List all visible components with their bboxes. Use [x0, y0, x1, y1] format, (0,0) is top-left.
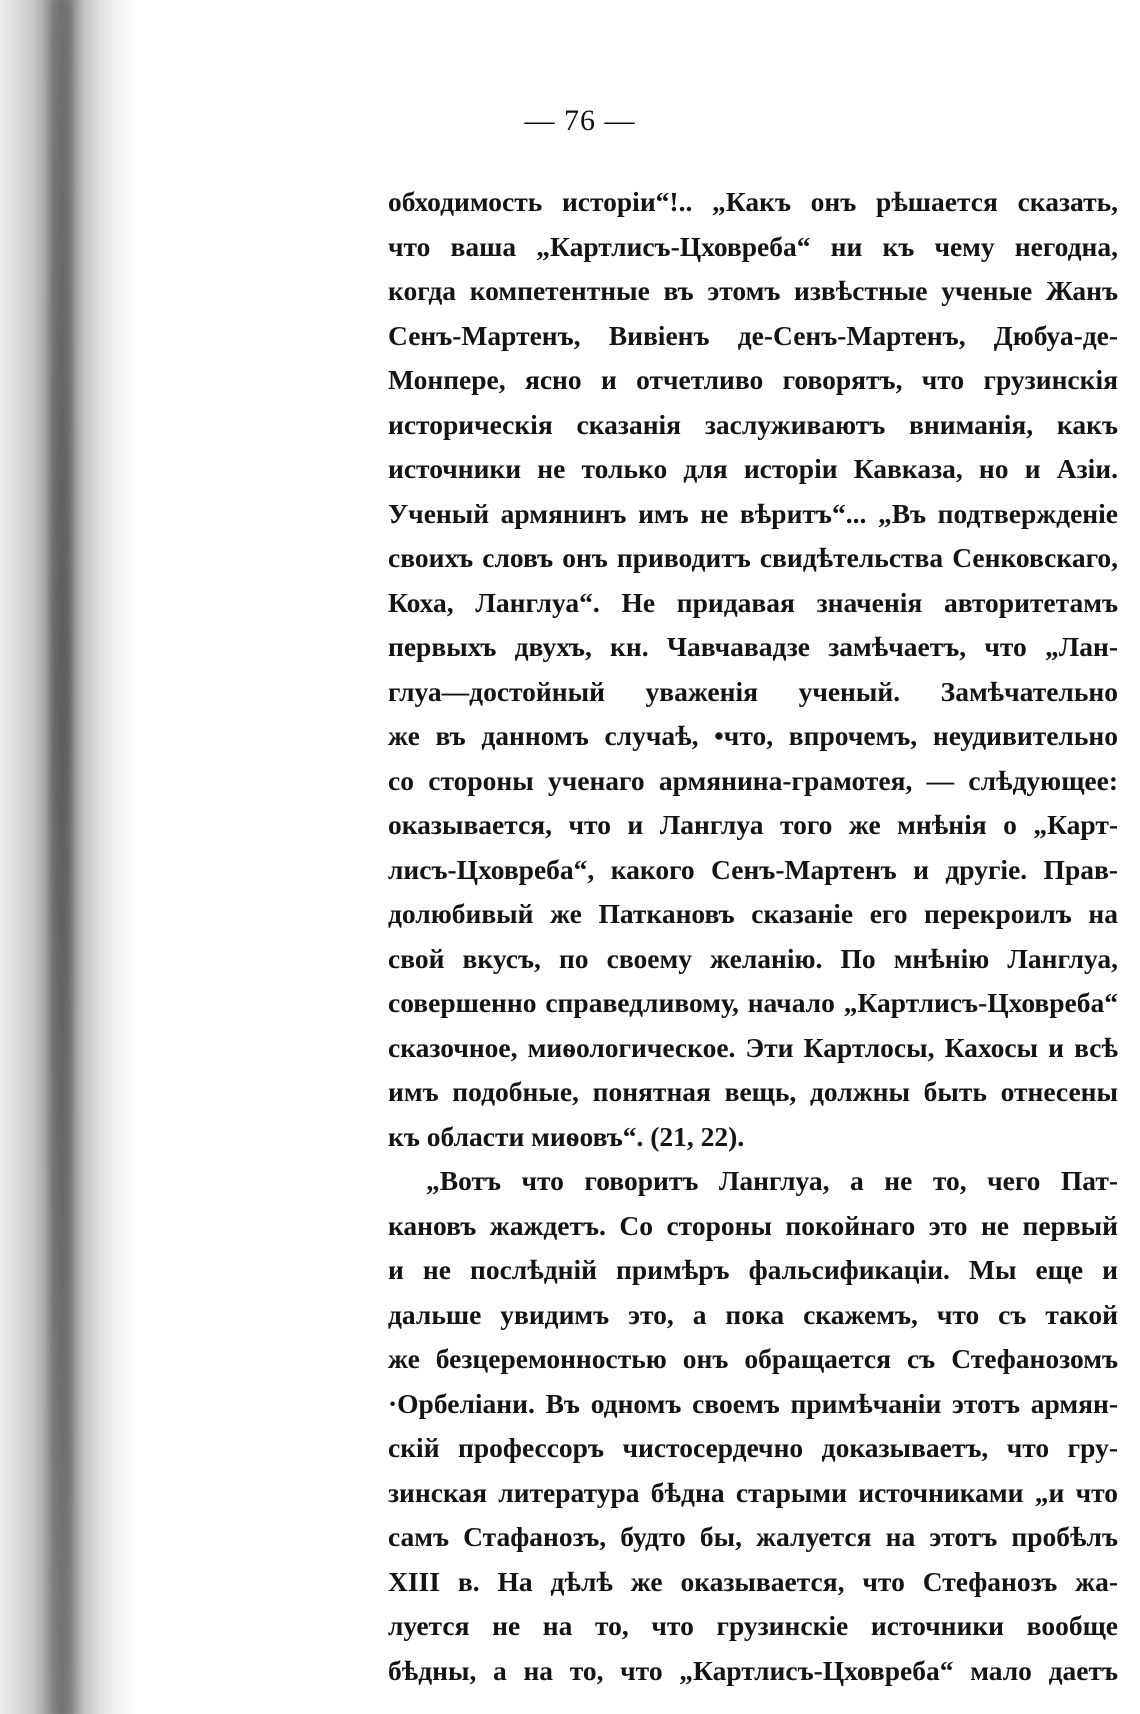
text-line: первыхъ двухъ, кн. Чавчавадзе замѣчаетъ, что „Лан- — [388, 631, 1118, 662]
text-line: бѣдны, а на то, что „Картлисъ-Цховреба“ мало даетъ — [388, 1654, 1118, 1686]
text-line: самъ Стафанозъ, будто бы, жалуется на этотъ пробѣлъ — [388, 1521, 1118, 1552]
page-number: — 76 — — [524, 104, 636, 137]
text-line: Ученый армянинъ имъ не вѣритъ“... „Въ подтвержденіе — [388, 497, 1118, 529]
text-line: же безцеремонностью онъ обращается съ Стефанозомъ — [388, 1343, 1118, 1374]
text-line: оказывается, что и Ланглуа того же мнѣнія о „Карт- — [388, 809, 1118, 840]
text-line: ·Орбеліани. Въ одномъ своемъ примѣчаніи этотъ армян- — [388, 1387, 1118, 1419]
text-line: имъ подобные, понятная вещь, должны быть отнесены — [388, 1076, 1118, 1107]
text-line: обходимость исторіи“!.. „Какъ онъ рѣшается сказать, — [388, 186, 1118, 217]
text-line: глуа—достойный уваженія ученый. Замѣчательно — [388, 675, 1118, 707]
text-line: сказочное, миѳологическое. Эти Картлосы, Кахосы и всѣ — [388, 1031, 1118, 1063]
paragraph-start-line: „Вотъ что говоритъ Ланглуа, а не то, чего Пат- — [426, 1165, 1118, 1196]
text-line: совершенно справедливому, начало „Картлисъ-Цховреба“ — [388, 987, 1118, 1018]
text-line: когда компетентные въ этомъ извѣстные ученые Жанъ — [388, 275, 1118, 306]
text-line: XIII в. На дѣлѣ же оказывается, что Стефанозъ жа- — [388, 1565, 1118, 1597]
text-line: свой вкусъ, по своему желанію. По мнѣнію Ланглуа, — [388, 942, 1118, 974]
paragraph-end-line: къ области миѳовъ“. (21, 22). — [388, 1120, 745, 1152]
text-line: же въ данномъ случаѣ, •что, впрочемъ, неудивительно — [388, 720, 1118, 751]
text-line: Сенъ-Мартенъ, Вивіенъ де-Сенъ-Мартенъ, Дюбуа-де- — [388, 319, 1118, 351]
text-line: лисъ-Цховреба“, какого Сенъ-Мартенъ и другіе. Прав- — [388, 853, 1118, 885]
text-line: источники не только для исторіи Кавказа, но и Азіи. — [388, 453, 1118, 484]
text-line: со стороны ученаго армянина-грамотея, — слѣдующее: — [388, 764, 1118, 796]
text-line: и не послѣдній примѣръ фальсификаціи. Мы еще и — [388, 1254, 1118, 1285]
text-line: зинская литература бѣдна старыми источниками „и что — [388, 1476, 1118, 1508]
text-line: луется не на то, что грузинскіе источники вообще — [388, 1610, 1118, 1641]
text-line: Монпере, ясно и отчетливо говорятъ, что грузинскія — [388, 364, 1118, 395]
text-line: долюбивый же Паткановъ сказаніе его перекроилъ на — [388, 898, 1118, 929]
binding-streak — [50, 0, 72, 1714]
text-line: историческія сказанія заслуживаютъ вниманія, какъ — [388, 408, 1118, 440]
text-line: Коха, Ланглуа“. Не придавая значенія авторитетамъ — [388, 586, 1118, 618]
text-line: кановъ жаждетъ. Со стороны покойнаго это не первый — [388, 1209, 1118, 1241]
text-line: что ваша „Картлисъ-Цховреба“ ни къ чему негодна, — [388, 230, 1118, 262]
body-text — [388, 180, 1118, 1693]
text-line: скій профессоръ чистосердечно доказываетъ, что гру- — [388, 1432, 1118, 1463]
text-line: дальше увидимъ это, а пока скажемъ, что съ такой — [388, 1298, 1118, 1330]
text-line: своихъ словъ онъ приводитъ свидѣтельства Сенковскаго, — [388, 542, 1118, 573]
